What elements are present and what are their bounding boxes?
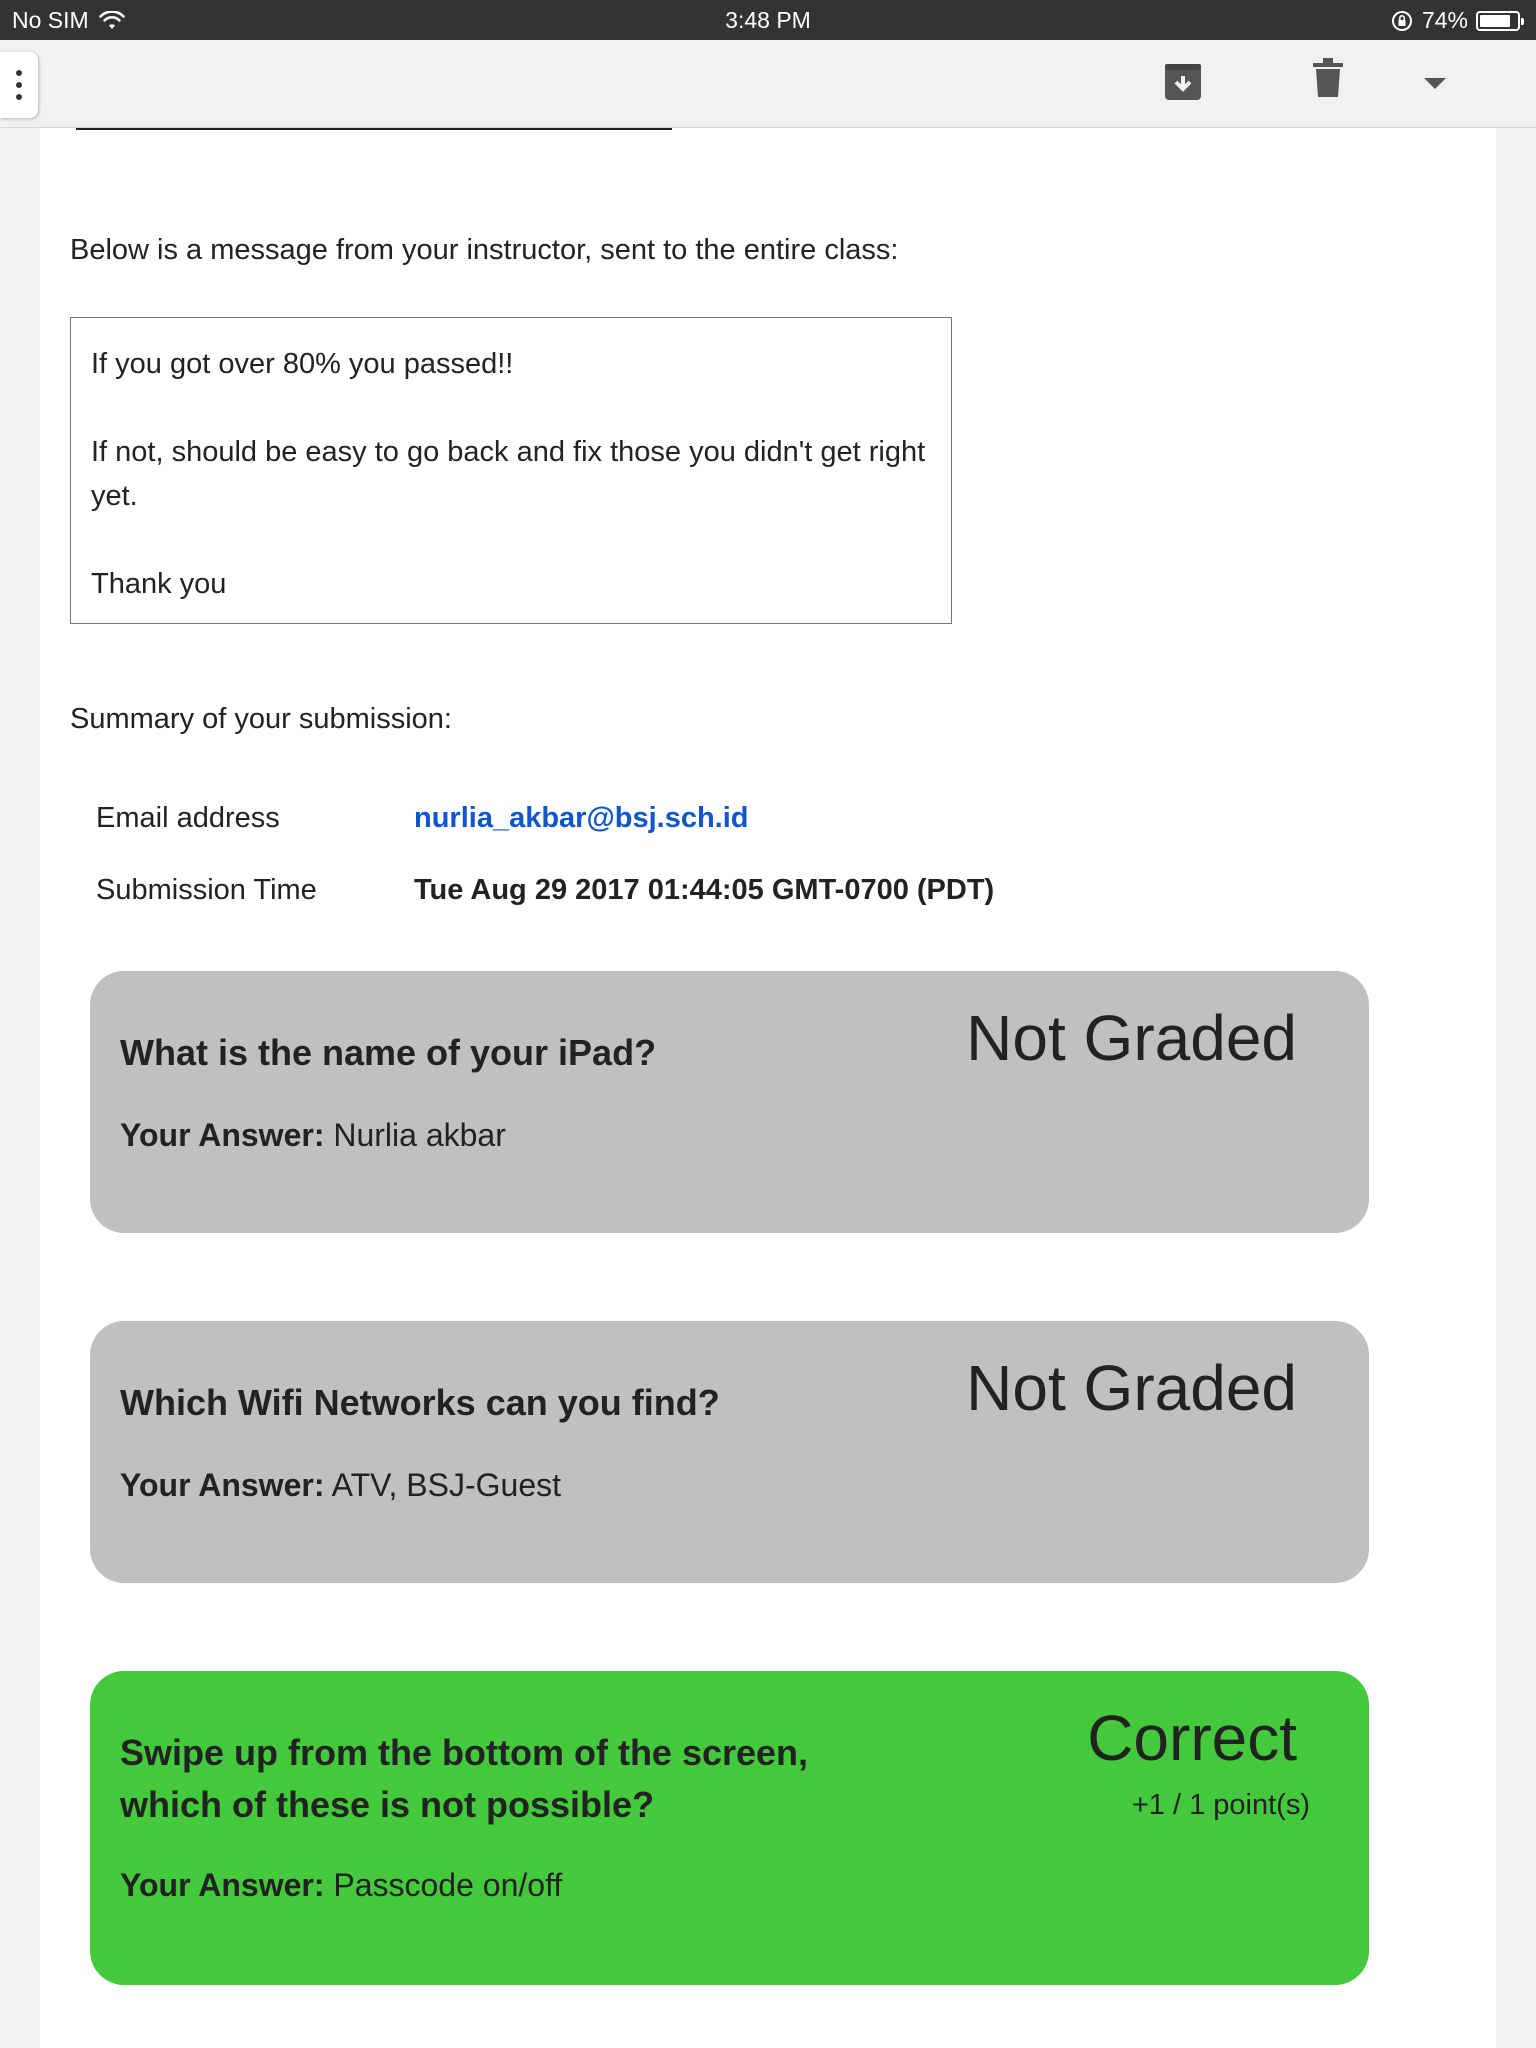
grade-status: Not Graded	[966, 1352, 1297, 1424]
answer-prefix: Your Answer:	[120, 1467, 325, 1503]
submission-time-label: Submission Time	[96, 874, 317, 906]
question-text: Which Wifi Networks can you find?	[120, 1382, 720, 1423]
answer-value: Passcode on/off	[333, 1867, 563, 1903]
answer-value: Nurlia akbar	[333, 1117, 506, 1153]
email-body	[40, 128, 1496, 2048]
email-label: Email address	[96, 802, 280, 834]
rotation-lock-icon	[1390, 9, 1414, 33]
submission-time-value: Tue Aug 29 2017 01:44:05 GMT-0700 (PDT)	[414, 874, 995, 906]
dot-icon	[16, 94, 22, 100]
answer-prefix: Your Answer:	[120, 1117, 325, 1153]
email-row	[96, 802, 749, 835]
answer-value: ATV, BSJ-Guest	[331, 1467, 562, 1503]
grade-status: Not Graded	[966, 1002, 1297, 1074]
answer-line	[120, 1467, 561, 1504]
submission-time-row	[96, 874, 995, 907]
grade-status: Correct	[1087, 1702, 1297, 1774]
email-link[interactable]: nurlia_akbar@bsj.sch.id	[414, 802, 749, 834]
answer-line	[120, 1867, 562, 1904]
status-right	[1390, 7, 1520, 34]
question-card	[90, 1671, 1369, 1985]
instructor-intro: Below is a message from your instructor, sent to the entire class:	[70, 234, 899, 266]
dot-icon	[16, 82, 22, 88]
message-line: Thank you	[91, 568, 227, 600]
carrier-label: No SIM	[12, 7, 89, 33]
dropdown-arrow-icon[interactable]	[1424, 78, 1446, 90]
dot-icon	[16, 70, 22, 76]
more-menu-button[interactable]	[0, 52, 38, 118]
clock: 3:48 PM	[725, 7, 811, 33]
battery-percent: 74%	[1421, 7, 1468, 33]
question-card	[90, 971, 1369, 1233]
question-card	[90, 1321, 1369, 1583]
mail-toolbar	[0, 40, 1536, 128]
answer-prefix: Your Answer:	[120, 1867, 325, 1903]
points-earned: +1 / 1 point(s)	[1131, 1789, 1310, 1821]
question-text: Swipe up from the bottom of the screen, which of these is not possible?	[120, 1732, 809, 1825]
previous-content-box	[76, 128, 672, 130]
question-text: What is the name of your iPad?	[120, 1032, 657, 1073]
status-bar	[0, 0, 1536, 40]
battery-icon	[1476, 11, 1520, 31]
message-line: If you got over 80% you passed!!	[91, 348, 514, 380]
trash-icon[interactable]	[1313, 58, 1343, 98]
instructor-message	[70, 317, 952, 624]
message-line: If not, should be easy to go back and fix those you didn't get right yet.	[91, 436, 926, 512]
archive-icon[interactable]	[1164, 60, 1202, 102]
answer-line	[120, 1117, 506, 1154]
summary-title: Summary of your submission:	[70, 703, 452, 735]
